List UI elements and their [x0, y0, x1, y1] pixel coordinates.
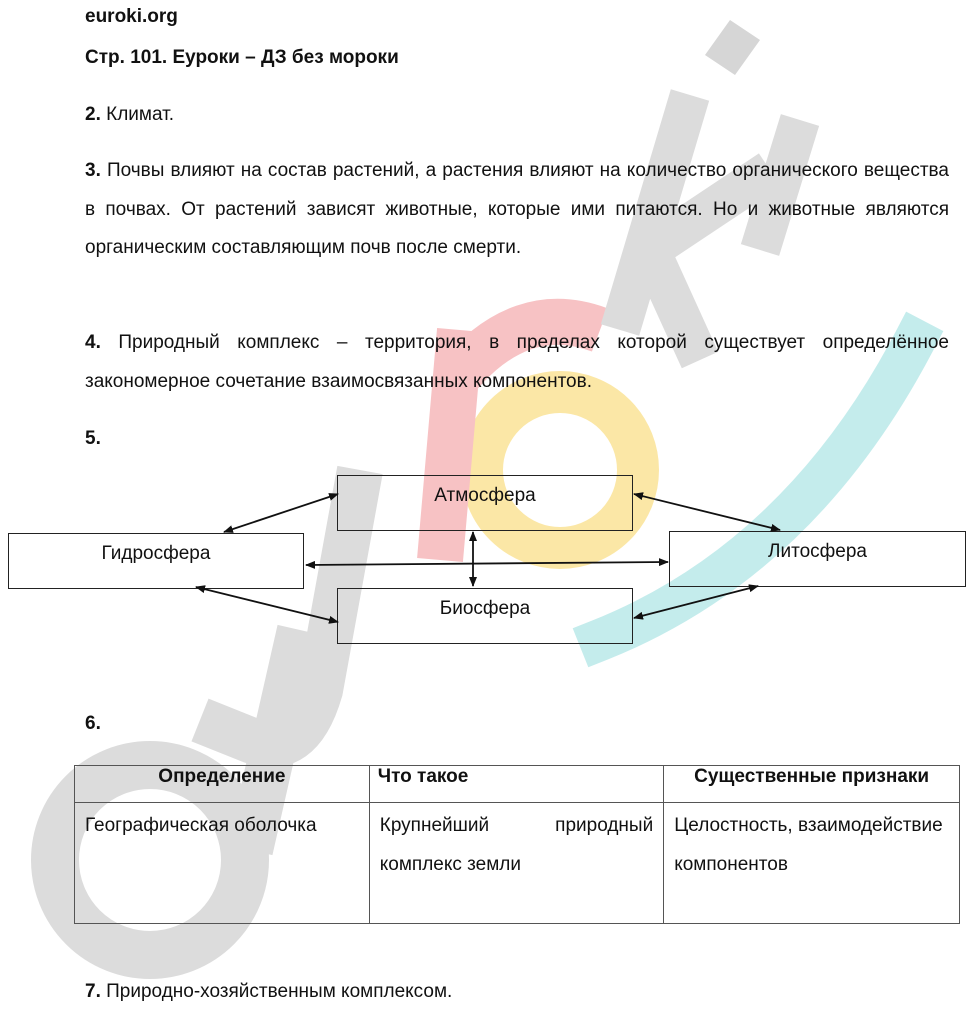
answer-7 — [85, 981, 452, 1003]
site-name: euroki.org — [85, 6, 178, 27]
lithosphere-label: Литосфера — [768, 541, 867, 562]
answer-4-number: 4. — [85, 332, 101, 353]
hydrosphere-box — [8, 533, 304, 589]
answer-2-number: 2. — [85, 104, 101, 125]
definition-table — [74, 765, 960, 924]
answer-3 — [85, 152, 949, 268]
answer-7-number: 7. — [85, 981, 101, 1002]
lithosphere-box — [669, 531, 966, 587]
answer-3-number: 3. — [85, 160, 101, 181]
answer-2 — [85, 104, 174, 126]
biosphere-box — [337, 588, 633, 644]
atmosphere-box — [337, 475, 633, 531]
arrow-bio-litho — [634, 586, 758, 618]
cell-features: Целостность, взаимодействие компонентов — [664, 803, 960, 924]
page-title: Стр. 101. Еуроки – ДЗ без мороки — [85, 47, 399, 68]
arrow-hydro-litho — [306, 562, 668, 565]
answer-4-text: Природный комплекс – территория, в пределах которой существует определённое закономерное сочетание взаимосвязанных компонентов. — [85, 332, 950, 392]
answer-2-text: Климат. — [106, 104, 174, 125]
biosphere-label: Биосфера — [439, 598, 531, 619]
atmosphere-label: Атмосфера — [434, 485, 536, 506]
answer-3-text: Почвы влияют на состав растений, а растения влияют на количество органического вещества в почвах. От растений зависят животные, которые ими питаются. Но и животные являются органическим составляющим почв после смерти. — [85, 160, 949, 258]
answer-7-text: Природно-хозяйственным комплексом. — [106, 981, 453, 1002]
arrow-hydro-bio — [196, 587, 338, 622]
table-row — [75, 803, 960, 924]
answer-4 — [85, 324, 949, 401]
answer-6-number: 6. — [85, 713, 101, 734]
header-features: Существенные признаки — [664, 766, 960, 803]
cell-what: Крупнейший природный комплекс земли — [369, 803, 663, 924]
arrow-hydro-atmo — [224, 494, 338, 532]
header-what: Что такое — [369, 766, 663, 803]
table-header-row — [75, 766, 960, 803]
arrow-atmo-litho — [634, 494, 780, 530]
answer-5-number: 5. — [85, 428, 101, 449]
cell-definition: Географическая оболочка — [75, 803, 370, 924]
hydrosphere-label: Гидросфера — [101, 543, 211, 564]
header-definition: Определение — [75, 766, 370, 803]
